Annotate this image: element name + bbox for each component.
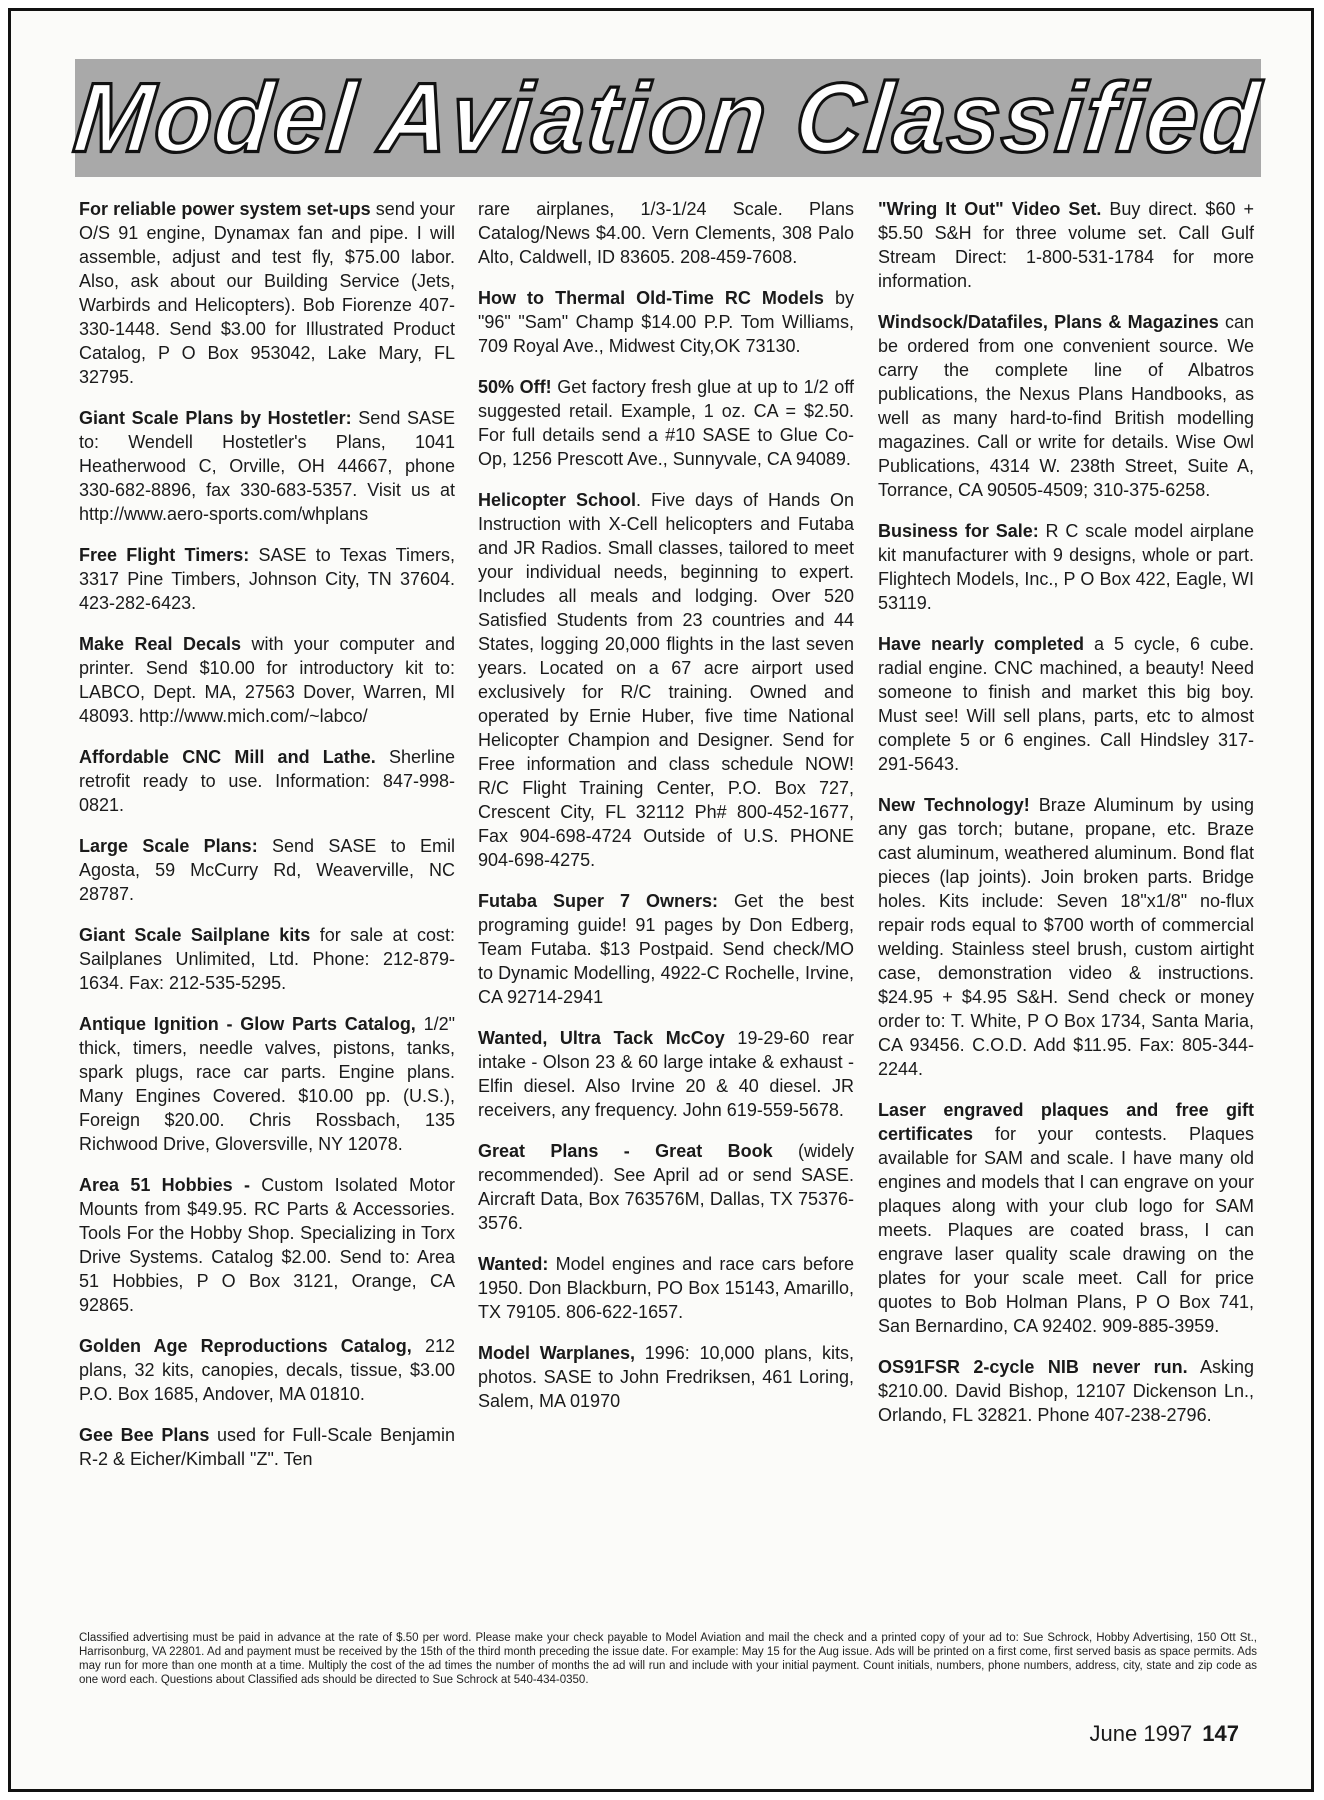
classified-ad bbox=[878, 519, 1254, 615]
ad-headline: "Wring It Out" Video Set. bbox=[878, 199, 1102, 219]
classified-ad bbox=[79, 1173, 455, 1317]
ad-body: SASE to Texas Timers, 3317 Pine Timbers, Johnson City, TN 37604. 423-282-6423. bbox=[79, 545, 455, 613]
ad-body: by "96" "Sam" Champ $14.00 P.P. Tom Williams, 709 Royal Ave., Midwest City,OK 73130. bbox=[478, 288, 854, 356]
classified-ad bbox=[478, 375, 854, 471]
ad-headline: Helicopter School bbox=[478, 490, 637, 510]
ad-headline: Area 51 Hobbies - bbox=[79, 1175, 250, 1195]
page-folio bbox=[1090, 1721, 1239, 1747]
ad-body: Buy direct. $60 + $5.50 S&H for three volume set. Call Gulf Stream Direct: 1-800-531-1784 for more information. bbox=[878, 199, 1254, 291]
classified-column-3 bbox=[878, 197, 1254, 1444]
classified-ad bbox=[79, 834, 455, 906]
classified-ad bbox=[878, 1355, 1254, 1427]
classified-ad bbox=[878, 793, 1254, 1081]
classified-ad bbox=[878, 197, 1254, 293]
classified-ad bbox=[478, 488, 854, 872]
ad-headline: Free Flight Timers: bbox=[79, 545, 250, 565]
banner-title: Model Aviation Classified bbox=[69, 62, 1267, 173]
ad-headline: Windsock/Datafiles, Plans & Magazines bbox=[878, 312, 1219, 332]
classified-ad bbox=[79, 1423, 455, 1471]
ad-headline: Affordable CNC Mill and Lathe. bbox=[79, 747, 376, 767]
classified-ad bbox=[478, 286, 854, 358]
ad-headline: Business for Sale: bbox=[878, 521, 1039, 541]
classified-ad bbox=[79, 543, 455, 615]
ad-headline: Make Real Decals bbox=[79, 634, 242, 654]
classified-ad bbox=[79, 745, 455, 817]
ad-body: Get the best programing guide! 91 pages by Don Edberg, Team Futaba. $13 Postpaid. Send check/MO to Dynamic Modelling, 4922-C Rochelle, Irvine, CA 92714-2941 bbox=[478, 891, 855, 1007]
issue-date: June 1997 bbox=[1089, 1721, 1193, 1746]
ad-body: send your O/S 91 engine, Dynamax fan and pipe. I will assemble, adjust and test fly, $75.00 labor. Also, ask about our Building Service (Jets, Warbirds and Helicopters). Bob Fiorenze 407-330-1448. Send $3.00 for Illustrated Product Catalog, P O Box 953042, Lake Mary, FL 32795. bbox=[79, 199, 455, 387]
ad-body: rare airplanes, 1/3-1/24 Scale. Plans Catalog/News $4.00. Vern Clements, 308 Palo Alto, Caldwell, ID 83605. 208-459-7608. bbox=[478, 199, 854, 267]
classified-ad bbox=[79, 406, 455, 526]
ad-headline: For reliable power system set-ups bbox=[79, 199, 371, 219]
ad-body: 212 plans, 32 kits, canopies, decals, tissue, $3.00 P.O. Box 1685, Andover, MA 01810. bbox=[79, 1336, 455, 1404]
ad-headline: Futaba Super 7 Owners: bbox=[478, 891, 718, 911]
classified-ad bbox=[478, 889, 854, 1009]
ad-body: for sale at cost: Sailplanes Unlimited, Ltd. Phone: 212-879-1634. Fax: 212-535-5295. bbox=[79, 925, 455, 993]
ad-headline: Gee Bee Plans bbox=[79, 1425, 210, 1445]
classified-column-2 bbox=[478, 197, 854, 1430]
ad-headline: How to Thermal Old-Time RC Models bbox=[478, 288, 824, 308]
ad-body: 1996: 10,000 plans, kits, photos. SASE to John Fredriksen, 461 Loring, Salem, MA 01970 bbox=[478, 1343, 854, 1411]
classified-ad bbox=[878, 1098, 1254, 1338]
ad-body: a 5 cycle, 6 cube. radial engine. CNC machined, a beauty! Need someone to finish and market this big boy. Must see! Will sell plans, parts, etc to almost complete 5 or 6 engines. Call Hindsley 317-291-5643. bbox=[878, 634, 1254, 774]
ad-body: for your contests. Plaques available for SAM and scale. I have many old engines and models that I can engrave on your plaques along with your club logo for SAM meets. Plaques are coated brass, I can engrave laser quality scale drawing on the plates for your scale meet. Call for price quotes to Bob Holman Plans, P O Box 741, San Bernardino, CA 92402. 909-885-3959. bbox=[878, 1124, 1254, 1336]
ad-headline: Great Plans - Great Book bbox=[478, 1141, 773, 1161]
ad-body: Send SASE to Emil Agosta, 59 McCurry Rd, Weaverville, NC 28787. bbox=[79, 836, 456, 904]
section-banner bbox=[69, 59, 1267, 177]
ad-body: 19-29-60 rear intake - Olson 23 & 60 large intake & exhaust - Elfin diesel. Also Irvine 20 & 40 diesel. JR receivers, any frequency. John 619-559-5678. bbox=[478, 1028, 854, 1120]
classified-ad bbox=[478, 1139, 854, 1235]
ad-body: Model engines and race cars before 1950. Don Blackburn, PO Box 15143, Amarillo, TX 79105. 806-622-1657. bbox=[478, 1254, 854, 1322]
ad-body: Sherline retrofit ready to use. Information: 847-998-0821. bbox=[79, 747, 455, 815]
ad-body: Send SASE to: Wendell Hostetler's Plans, 1041 Heatherwood C, Orville, OH 44667, phone 330-682-8896, fax 330-683-5357. Visit us at http://www.aero-sports.com/whplans bbox=[79, 408, 455, 524]
page-number: 147 bbox=[1202, 1721, 1239, 1746]
ad-body: used for Full-Scale Benjamin R-2 & Eicher/Kimball "Z". Ten bbox=[79, 1425, 455, 1469]
ad-headline: Have nearly completed bbox=[878, 634, 1085, 654]
classified-ad bbox=[478, 1026, 854, 1122]
ad-headline: 50% Off! bbox=[478, 377, 552, 397]
ad-headline: Golden Age Reproductions Catalog, bbox=[79, 1336, 412, 1356]
classified-ad bbox=[79, 632, 455, 728]
ad-body: Custom Isolated Motor Mounts from $49.95. RC Parts & Accessories. Tools For the Hobby Shop. Specializing in Torx Drive Systems. Catalog $2.00. Send to: Area 51 Hobbies, P O Box 3121, Orange, CA 92865. bbox=[79, 1175, 455, 1315]
ad-body: Get factory fresh glue at up to 1/2 off suggested retail. Example, 1 oz. CA = $2.50. For full details send a #10 SASE to Glue Co-Op, 1256 Prescott Ave., Sunnyvale, CA 94089. bbox=[478, 377, 854, 469]
classified-ad bbox=[878, 632, 1254, 776]
ad-headline: Antique Ignition - Glow Parts Catalog, bbox=[79, 1014, 416, 1034]
ad-headline: Wanted: bbox=[478, 1254, 549, 1274]
ad-headline: Giant Scale Plans by Hostetler: bbox=[79, 408, 352, 428]
ad-headline: New Technology! bbox=[878, 795, 1030, 815]
ad-headline: Large Scale Plans: bbox=[79, 836, 258, 856]
classified-ad bbox=[79, 197, 455, 389]
classified-ad bbox=[478, 1252, 854, 1324]
classified-ad bbox=[79, 1334, 455, 1406]
ad-body: Asking $210.00. David Bishop, 12107 Dickenson Ln., Orlando, FL 32821. Phone 407-238-2796. bbox=[878, 1357, 1254, 1425]
classified-ad bbox=[478, 1341, 854, 1413]
ad-headline: Wanted, Ultra Tack McCoy bbox=[478, 1028, 725, 1048]
ad-body: R C scale model airplane kit manufacturer with 9 designs, whole or part. Flightech Models, Inc., P O Box 422, Eagle, WI 53119. bbox=[878, 521, 1254, 613]
ad-headline: Model Warplanes, bbox=[478, 1343, 636, 1363]
classified-ad bbox=[79, 1012, 455, 1156]
ad-body: (widely recommended). See April ad or send SASE. Aircraft Data, Box 763576M, Dallas, TX 75376-3576. bbox=[478, 1141, 854, 1233]
ad-body: can be ordered from one convenient source. We carry the complete line of Albatros publications, the Nexus Plans Handbooks, as well as many hard-to-find British modelling magazines. Call or write for details. Wise Owl Publications, 4314 W. 238th Street, Suite A, Torrance, CA 90505-4509; 310-375-6258. bbox=[878, 312, 1254, 500]
magazine-page bbox=[8, 8, 1314, 1792]
ad-headline: Laser engraved plaques and free gift certificates bbox=[878, 1100, 1254, 1144]
classified-ad bbox=[878, 310, 1254, 502]
ad-headline: Giant Scale Sailplane kits bbox=[79, 925, 311, 945]
classified-ad bbox=[478, 197, 854, 269]
classified-column-1 bbox=[79, 197, 455, 1488]
ad-body: Braze Aluminum by using any gas torch; butane, propane, etc. Braze cast aluminum, weathered aluminum. Bond flat pieces (lap joints). Join broken parts. Bridge holes. Kits include: Seven 18"x1/8" no-flux repair rods equal to $700 worth of commercial welding. Stainless steel brush, custom airtight case, demonstration video & instructions. $24.95 + $4.95 S&H. Send check or money order to: T. White, P O Box 1734, Santa Maria, CA 93456. C.O.D. Add $11.95. Fax: 805-344-2244. bbox=[878, 795, 1254, 1079]
ad-body: . Five days of Hands On Instruction with X-Cell helicopters and Futaba and JR Radios. Small classes, tailored to meet your individual needs, beginning to expert. Includes all meals and lodging. Over 520 Satisfied Students from 23 countries and 44 States, logging 20,000 flights in the last seven years. Located on a 67 acre airport used exclusively for R/C training. Owned and operated by Ernie Huber, five time National Helicopter Champion and Designer. Send for Free information and class schedule NOW! R/C Flight Training Center, P.O. Box 727, Crescent City, FL 32112 Ph# 800-452-1677, Fax 904-698-4724 Outside of U.S. PHONE 904-698-4275. bbox=[478, 490, 854, 870]
ad-body: with your computer and printer. Send $10.00 for introductory kit to: LABCO, Dept. MA, 27563 Dover, Warren, MI 48093. http://www.mich.com/~labco/ bbox=[79, 634, 455, 726]
classified-ad bbox=[79, 923, 455, 995]
advertising-terms: Classified advertising must be paid in advance at the rate of $.50 per word. Please make your check payable to Model Aviation and mail the check and a printed copy of your ad to: Sue Schrock, Hobby Advertising, 150 Ott St., Harrisonburg, VA 22801. Ad and payment must be received by the 15th of the third month preceding the issue date. For example: May 15 for the Aug issue. Ads will be printed on a first come, first served basis as space permits. Ads may run for more than one month at a time. Multiply the cost of the ad times the number of months the ad will run and include with your initial payment. Count initials, numbers, phone numbers, address, city, state and zip code as one word each. Questions about Classified ads should be directed to Sue Schrock at 540-434-0350. bbox=[79, 1632, 1257, 1686]
ad-body: 1/2" thick, timers, needle valves, pistons, tanks, spark plugs, race car parts. Engine plans. Many Engines Covered. $10.00 pp. (U.S.), Foreign $20.00. Chris Rossbach, 135 Richwood Drive, Gloversville, NY 12078. bbox=[79, 1014, 456, 1154]
ad-headline: OS91FSR 2-cycle NIB never run. bbox=[878, 1357, 1188, 1377]
